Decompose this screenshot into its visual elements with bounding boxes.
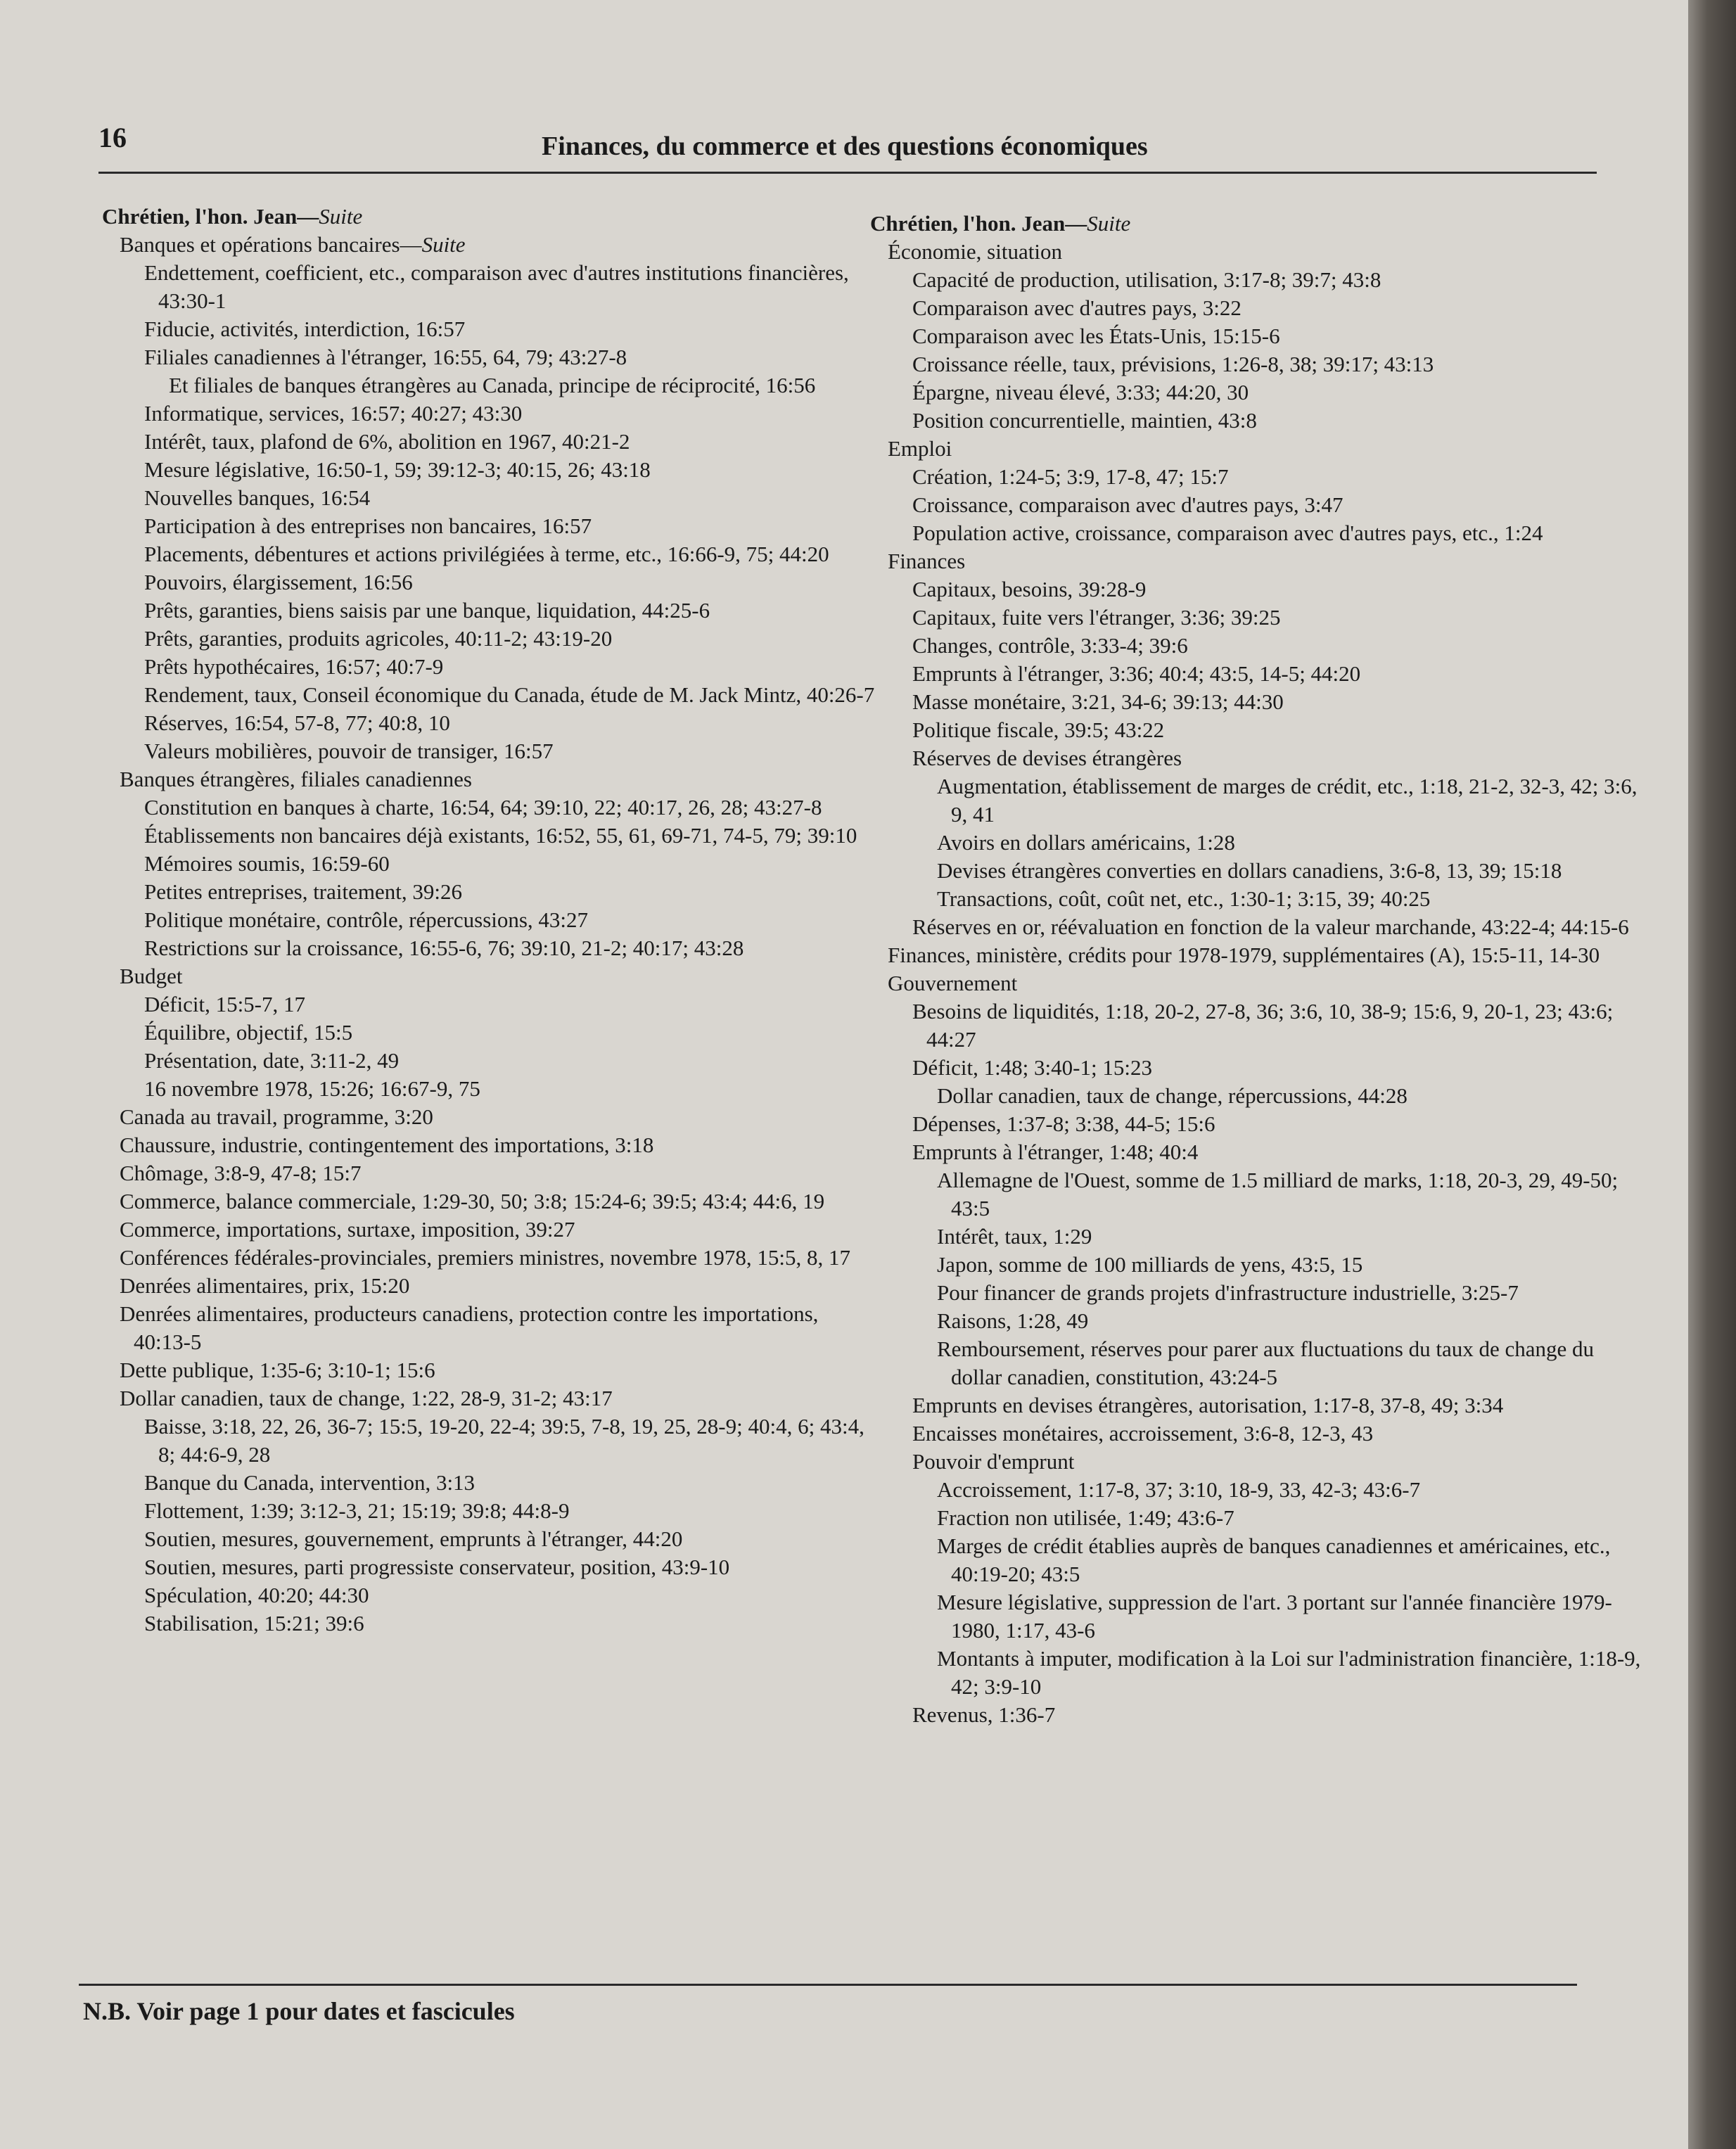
index-entry-text: Équilibre, objectif, 15:5 xyxy=(144,1020,353,1045)
index-entry xyxy=(102,737,876,765)
index-entry-text: Dollar canadien, taux de change, 1:22, 28-9, 31-2; 43:17 xyxy=(120,1386,613,1410)
index-entry-text: Mesure législative, suppression de l'art. 3 portant sur l'année financière 1979-1980, 1:17, 43-6 xyxy=(937,1590,1612,1643)
index-entry-text: Dette publique, 1:35-6; 3:10-1; 15:6 xyxy=(120,1358,435,1382)
index-entry-text: Conférences fédérales-provinciales, premiers ministres, novembre 1978, 15:5, 8, 17 xyxy=(120,1245,851,1270)
index-entry xyxy=(870,1110,1644,1138)
index-entry-text: Position concurrentielle, maintien, 43:8 xyxy=(912,408,1257,433)
index-entry xyxy=(870,238,1644,266)
index-entry-text: Participation à des entreprises non bancaires, 16:57 xyxy=(144,514,592,538)
index-entry-text: Comparaison avec d'autres pays, 3:22 xyxy=(912,295,1242,320)
index-entry-text: Emprunts à l'étranger, 1:48; 40:4 xyxy=(912,1140,1199,1164)
index-entry-text: Création, 1:24-5; 3:9, 17-8, 47; 15:7 xyxy=(912,464,1229,489)
index-entry xyxy=(870,744,1644,772)
index-entry-text: Déficit, 1:48; 3:40-1; 15:23 xyxy=(912,1055,1152,1080)
index-entry xyxy=(870,1504,1644,1532)
index-entry xyxy=(102,850,876,878)
index-entry-text: Baisse, 3:18, 22, 26, 36-7; 15:5, 19-20, 22-4; 39:5, 7-8, 19, 25, 28-9; 40:4, 6; 43:4, 8; 44:6-9, 28 xyxy=(144,1414,864,1467)
index-entry-text: Placements, débentures et actions privilégiées à terme, etc., 16:66-9, 75; 44:20 xyxy=(144,542,829,566)
index-entry xyxy=(870,688,1644,716)
index-entry xyxy=(102,1159,876,1187)
index-entry-text: Denrées alimentaires, producteurs canadiens, protection contre les importations, 40:13-5 xyxy=(120,1301,819,1354)
index-entry xyxy=(870,350,1644,378)
index-entry-text: Et filiales de banques étrangères au Canada, principe de réciprocité, 16:56 xyxy=(169,373,816,397)
index-entry xyxy=(102,231,876,259)
suite-label: Suite xyxy=(319,204,363,229)
index-entry-text: Croissance, comparaison avec d'autres pays, 3:47 xyxy=(912,492,1344,517)
index-entry xyxy=(102,1216,876,1244)
index-entry-text: Établissements non bancaires déjà existants, 16:52, 55, 61, 69-71, 74-5, 79; 39:10 xyxy=(144,823,857,848)
index-entry-text: Déficit, 15:5-7, 17 xyxy=(144,992,306,1016)
index-entry-text: Prêts hypothécaires, 16:57; 40:7-9 xyxy=(144,654,444,679)
index-entry-text: Spéculation, 40:20; 44:30 xyxy=(144,1583,369,1607)
index-entry xyxy=(102,597,876,625)
index-entry-text: Fraction non utilisée, 1:49; 43:6-7 xyxy=(937,1505,1234,1530)
index-entry-text: Encaisses monétaires, accroissement, 3:6-8, 12-3, 43 xyxy=(912,1421,1374,1446)
index-entry-text: Valeurs mobilières, pouvoir de transiger, 16:57 xyxy=(144,739,554,763)
index-entry xyxy=(102,1019,876,1047)
index-entry xyxy=(870,885,1644,913)
index-entry xyxy=(102,456,876,484)
index-entry-text: Nouvelles banques, 16:54 xyxy=(144,485,371,510)
index-entry xyxy=(870,407,1644,435)
index-entry xyxy=(102,765,876,793)
index-entry-text: Gouvernement xyxy=(888,971,1018,995)
index-entry-text: Revenus, 1:36-7 xyxy=(912,1702,1056,1727)
index-entry-text: Dollar canadien, taux de change, répercussions, 44:28 xyxy=(937,1083,1408,1108)
index-entry xyxy=(870,1138,1644,1166)
index-entry-text: Pouvoirs, élargissement, 16:56 xyxy=(144,570,413,594)
index-entry-text: Chrétien, l'hon. Jean— xyxy=(102,204,319,229)
index-entry-text: Petites entreprises, traitement, 39:26 xyxy=(144,879,462,904)
index-entry-text: Chaussure, industrie, contingentement des importations, 3:18 xyxy=(120,1133,654,1157)
index-entry xyxy=(870,1420,1644,1448)
index-entry-text: Chômage, 3:8-9, 47-8; 15:7 xyxy=(120,1161,362,1185)
index-entry xyxy=(102,315,876,343)
index-entry xyxy=(870,266,1644,294)
index-entry xyxy=(102,1131,876,1159)
index-entry-text: Emploi xyxy=(888,436,952,461)
index-entry-text: Canada au travail, programme, 3:20 xyxy=(120,1104,433,1129)
index-entry xyxy=(870,772,1644,829)
header-rule xyxy=(98,172,1597,174)
index-entry-text: Prêts, garanties, biens saisis par une banque, liquidation, 44:25-6 xyxy=(144,598,710,623)
index-entry xyxy=(870,322,1644,350)
index-entry-text: Intérêt, taux, plafond de 6%, abolition en 1967, 40:21-2 xyxy=(144,429,630,454)
index-entry xyxy=(870,519,1644,547)
index-entry-text: Remboursement, réserves pour parer aux fluctuations du taux de change du dollar canadien, constitution, 43:24-5 xyxy=(937,1337,1594,1389)
index-entry-text: Politique fiscale, 39:5; 43:22 xyxy=(912,718,1165,742)
index-heading xyxy=(102,203,876,231)
index-entry-text: Avoirs en dollars américains, 1:28 xyxy=(937,830,1235,855)
index-entry xyxy=(102,793,876,822)
index-entry-text: Réserves de devises étrangères xyxy=(912,746,1182,770)
index-entry xyxy=(870,716,1644,744)
index-entry-text: Réserves en or, réévaluation en fonction de la valeur marchande, 43:22-4; 44:15-6 xyxy=(912,914,1629,939)
index-entry xyxy=(870,1588,1644,1645)
index-entry-text: Banques étrangères, filiales canadiennes xyxy=(120,767,472,791)
index-entry-text: Pour financer de grands projets d'infrastructure industrielle, 3:25-7 xyxy=(937,1280,1519,1305)
index-entry-text: Emprunts à l'étranger, 3:36; 40:4; 43:5, 14-5; 44:20 xyxy=(912,661,1361,686)
index-entry-text: Banques et opérations bancaires— xyxy=(120,232,422,257)
index-entry xyxy=(102,428,876,456)
index-entry-text: Commerce, balance commerciale, 1:29-30, 50; 3:8; 15:24-6; 39:5; 43:4; 44:6, 19 xyxy=(120,1189,825,1213)
index-entry-text: Informatique, services, 16:57; 40:27; 43:30 xyxy=(144,401,523,426)
index-entry xyxy=(102,681,876,709)
index-entry-text: Mesure législative, 16:50-1, 59; 39:12-3; 40:15, 26; 43:18 xyxy=(144,457,651,482)
index-entry-text: Politique monétaire, contrôle, répercussions, 43:27 xyxy=(144,907,589,932)
index-entry-text: Besoins de liquidités, 1:18, 20-2, 27-8, 36; 3:6, 10, 38-9; 15:6, 9, 20-1, 23; 43:6; 44:27 xyxy=(912,999,1614,1052)
index-entry-text: Transactions, coût, coût net, etc., 1:30-1; 3:15, 39; 40:25 xyxy=(937,886,1431,911)
index-entry-text: Soutien, mesures, gouvernement, emprunts à l'étranger, 44:20 xyxy=(144,1526,683,1551)
index-entry-text: Dépenses, 1:37-8; 3:38, 44-5; 15:6 xyxy=(912,1111,1215,1136)
index-entry xyxy=(102,1187,876,1216)
index-entry xyxy=(102,1272,876,1300)
index-entry xyxy=(870,1476,1644,1504)
index-entry xyxy=(102,1553,876,1581)
index-entry xyxy=(870,604,1644,632)
index-entry-text: Filiales canadiennes à l'étranger, 16:55, 64, 79; 43:27-8 xyxy=(144,345,627,369)
index-column-left xyxy=(102,203,876,1638)
index-entry xyxy=(870,1082,1644,1110)
index-entry xyxy=(102,934,876,962)
index-entry-text: Constitution en banques à charte, 16:54, 64; 39:10, 22; 40:17, 26, 28; 43:27-8 xyxy=(144,795,822,820)
index-entry xyxy=(870,969,1644,997)
index-entry-text: Prêts, garanties, produits agricoles, 40:11-2; 43:19-20 xyxy=(144,626,613,651)
index-entry xyxy=(870,660,1644,688)
index-entry xyxy=(870,1448,1644,1476)
index-entry xyxy=(870,1166,1644,1223)
index-entry-text: Allemagne de l'Ouest, somme de 1.5 milliard de marks, 1:18, 20-3, 29, 49-50; 43:5 xyxy=(937,1168,1619,1220)
index-entry xyxy=(102,962,876,990)
index-entry xyxy=(102,400,876,428)
index-entry xyxy=(870,378,1644,407)
index-entry-text: Capacité de production, utilisation, 3:17-8; 39:7; 43:8 xyxy=(912,267,1381,292)
index-entry xyxy=(870,1335,1644,1391)
index-entry xyxy=(102,1525,876,1553)
index-entry xyxy=(870,435,1644,463)
index-entry xyxy=(870,547,1644,575)
index-entry-text: Marges de crédit établies auprès de banques canadiennes et américaines, etc., 40:19-20; 43:5 xyxy=(937,1533,1611,1586)
index-entry xyxy=(102,625,876,653)
index-entry xyxy=(102,1103,876,1131)
index-entry xyxy=(102,1384,876,1413)
page-gutter-shadow xyxy=(1688,0,1736,2149)
index-entry xyxy=(102,540,876,568)
page-number: 16 xyxy=(98,122,127,153)
index-entry-text: Pouvoir d'emprunt xyxy=(912,1449,1075,1474)
index-entry xyxy=(102,709,876,737)
index-entry xyxy=(870,997,1644,1054)
index-entry xyxy=(870,1391,1644,1420)
index-entry xyxy=(870,829,1644,857)
index-entry-text: Économie, situation xyxy=(888,239,1062,264)
index-entry-text: Endettement, coefficient, etc., comparaison avec d'autres institutions financières, 43:30-1 xyxy=(144,260,849,313)
index-entry-text: Présentation, date, 3:11-2, 49 xyxy=(144,1048,400,1073)
index-entry xyxy=(102,512,876,540)
index-column-right xyxy=(870,210,1644,1729)
index-entry xyxy=(870,1645,1644,1701)
index-entry-text: Fiducie, activités, interdiction, 16:57 xyxy=(144,317,466,341)
index-entry-text: Finances, ministère, crédits pour 1978-1979, supplémentaires (A), 15:5-11, 14-30 xyxy=(888,943,1600,967)
footer-note: N.B. Voir page 1 pour dates et fascicules xyxy=(83,1997,515,2025)
index-entry-text: Croissance réelle, taux, prévisions, 1:26-8, 38; 39:17; 43:13 xyxy=(912,352,1434,376)
index-entry xyxy=(102,1497,876,1525)
index-entry-text: Finances xyxy=(888,549,966,573)
index-entry-text: Chrétien, l'hon. Jean— xyxy=(870,211,1087,236)
footer-rule xyxy=(79,1984,1577,1986)
index-entry-text: Épargne, niveau élevé, 3:33; 44:20, 30 xyxy=(912,380,1249,404)
index-entry xyxy=(870,1223,1644,1251)
index-entry xyxy=(102,259,876,315)
index-entry xyxy=(102,990,876,1019)
index-entry-text: Rendement, taux, Conseil économique du Canada, étude de M. Jack Mintz, 40:26-7 xyxy=(144,682,875,707)
index-entry xyxy=(870,1307,1644,1335)
index-entry xyxy=(102,1469,876,1497)
index-entry xyxy=(102,878,876,906)
index-entry-text: Commerce, importations, surtaxe, imposition, 39:27 xyxy=(120,1217,575,1242)
index-entry xyxy=(102,568,876,597)
index-entry-text: Augmentation, établissement de marges de crédit, etc., 1:18, 21-2, 32-3, 42; 3:6, 9, 41 xyxy=(937,774,1638,827)
index-entry-text: Changes, contrôle, 3:33-4; 39:6 xyxy=(912,633,1188,658)
index-entry-text: Mémoires soumis, 16:59-60 xyxy=(144,851,390,876)
index-entry-text: Raisons, 1:28, 49 xyxy=(937,1308,1089,1333)
index-entry xyxy=(102,653,876,681)
index-entry xyxy=(870,857,1644,885)
index-entry xyxy=(870,294,1644,322)
index-entry xyxy=(102,371,876,400)
index-entry-text: Capitaux, fuite vers l'étranger, 3:36; 39:25 xyxy=(912,605,1281,630)
index-entry-text: Flottement, 1:39; 3:12-3, 21; 15:19; 39:8; 44:8-9 xyxy=(144,1498,570,1523)
index-entry xyxy=(102,343,876,371)
index-entry-text: Comparaison avec les États-Unis, 15:15-6 xyxy=(912,324,1280,348)
index-entry-text: Devises étrangères converties en dollars canadiens, 3:6-8, 13, 39; 15:18 xyxy=(937,858,1562,883)
index-entry xyxy=(870,1701,1644,1729)
index-entry xyxy=(870,1054,1644,1082)
index-entry-text: Restrictions sur la croissance, 16:55-6, 76; 39:10, 21-2; 40:17; 43:28 xyxy=(144,936,744,960)
index-entry xyxy=(870,941,1644,969)
index-entry-text: Population active, croissance, comparaison avec d'autres pays, etc., 1:24 xyxy=(912,521,1543,545)
index-entry-text: Capitaux, besoins, 39:28-9 xyxy=(912,577,1147,601)
suite-label: Suite xyxy=(421,232,466,257)
index-entry xyxy=(870,491,1644,519)
index-entry xyxy=(102,1609,876,1638)
index-heading xyxy=(870,210,1644,238)
index-entry-text: Japon, somme de 100 milliards de yens, 43:5, 15 xyxy=(937,1252,1363,1277)
index-entry xyxy=(102,822,876,850)
index-entry xyxy=(870,632,1644,660)
suite-label: Suite xyxy=(1087,211,1131,236)
index-entry-text: Accroissement, 1:17-8, 37; 3:10, 18-9, 33, 42-3; 43:6-7 xyxy=(937,1477,1421,1502)
index-entry xyxy=(870,913,1644,941)
index-entry-text: Masse monétaire, 3:21, 34-6; 39:13; 44:30 xyxy=(912,689,1284,714)
index-entry xyxy=(870,1279,1644,1307)
index-entry xyxy=(870,1251,1644,1279)
index-entry xyxy=(102,906,876,934)
index-entry-text: Montants à imputer, modification à la Loi sur l'administration financière, 1:18-9, 42; 3:9-10 xyxy=(937,1646,1641,1699)
index-entry xyxy=(102,1244,876,1272)
index-entry xyxy=(102,1581,876,1609)
index-entry-text: Budget xyxy=(120,964,183,988)
index-entry-text: Banque du Canada, intervention, 3:13 xyxy=(144,1470,476,1495)
index-entry-text: Emprunts en devises étrangères, autorisation, 1:17-8, 37-8, 49; 3:34 xyxy=(912,1393,1504,1417)
index-entry xyxy=(102,1047,876,1075)
index-entry xyxy=(102,1075,876,1103)
index-entry-text: Denrées alimentaires, prix, 15:20 xyxy=(120,1273,410,1298)
index-entry-text: 16 novembre 1978, 15:26; 16:67-9, 75 xyxy=(144,1076,480,1101)
index-entry xyxy=(870,463,1644,491)
index-entry xyxy=(102,1356,876,1384)
index-entry-text: Intérêt, taux, 1:29 xyxy=(937,1224,1092,1249)
index-entry xyxy=(102,1413,876,1469)
running-title: Finances, du commerce et des questions économiques xyxy=(542,132,1148,161)
index-entry xyxy=(870,1532,1644,1588)
index-entry xyxy=(102,1300,876,1356)
index-entry-text: Réserves, 16:54, 57-8, 77; 40:8, 10 xyxy=(144,710,450,735)
index-entry xyxy=(870,575,1644,604)
index-entry-text: Soutien, mesures, parti progressiste conservateur, position, 43:9-10 xyxy=(144,1555,730,1579)
index-entry-text: Stabilisation, 15:21; 39:6 xyxy=(144,1611,364,1635)
index-entry xyxy=(102,484,876,512)
